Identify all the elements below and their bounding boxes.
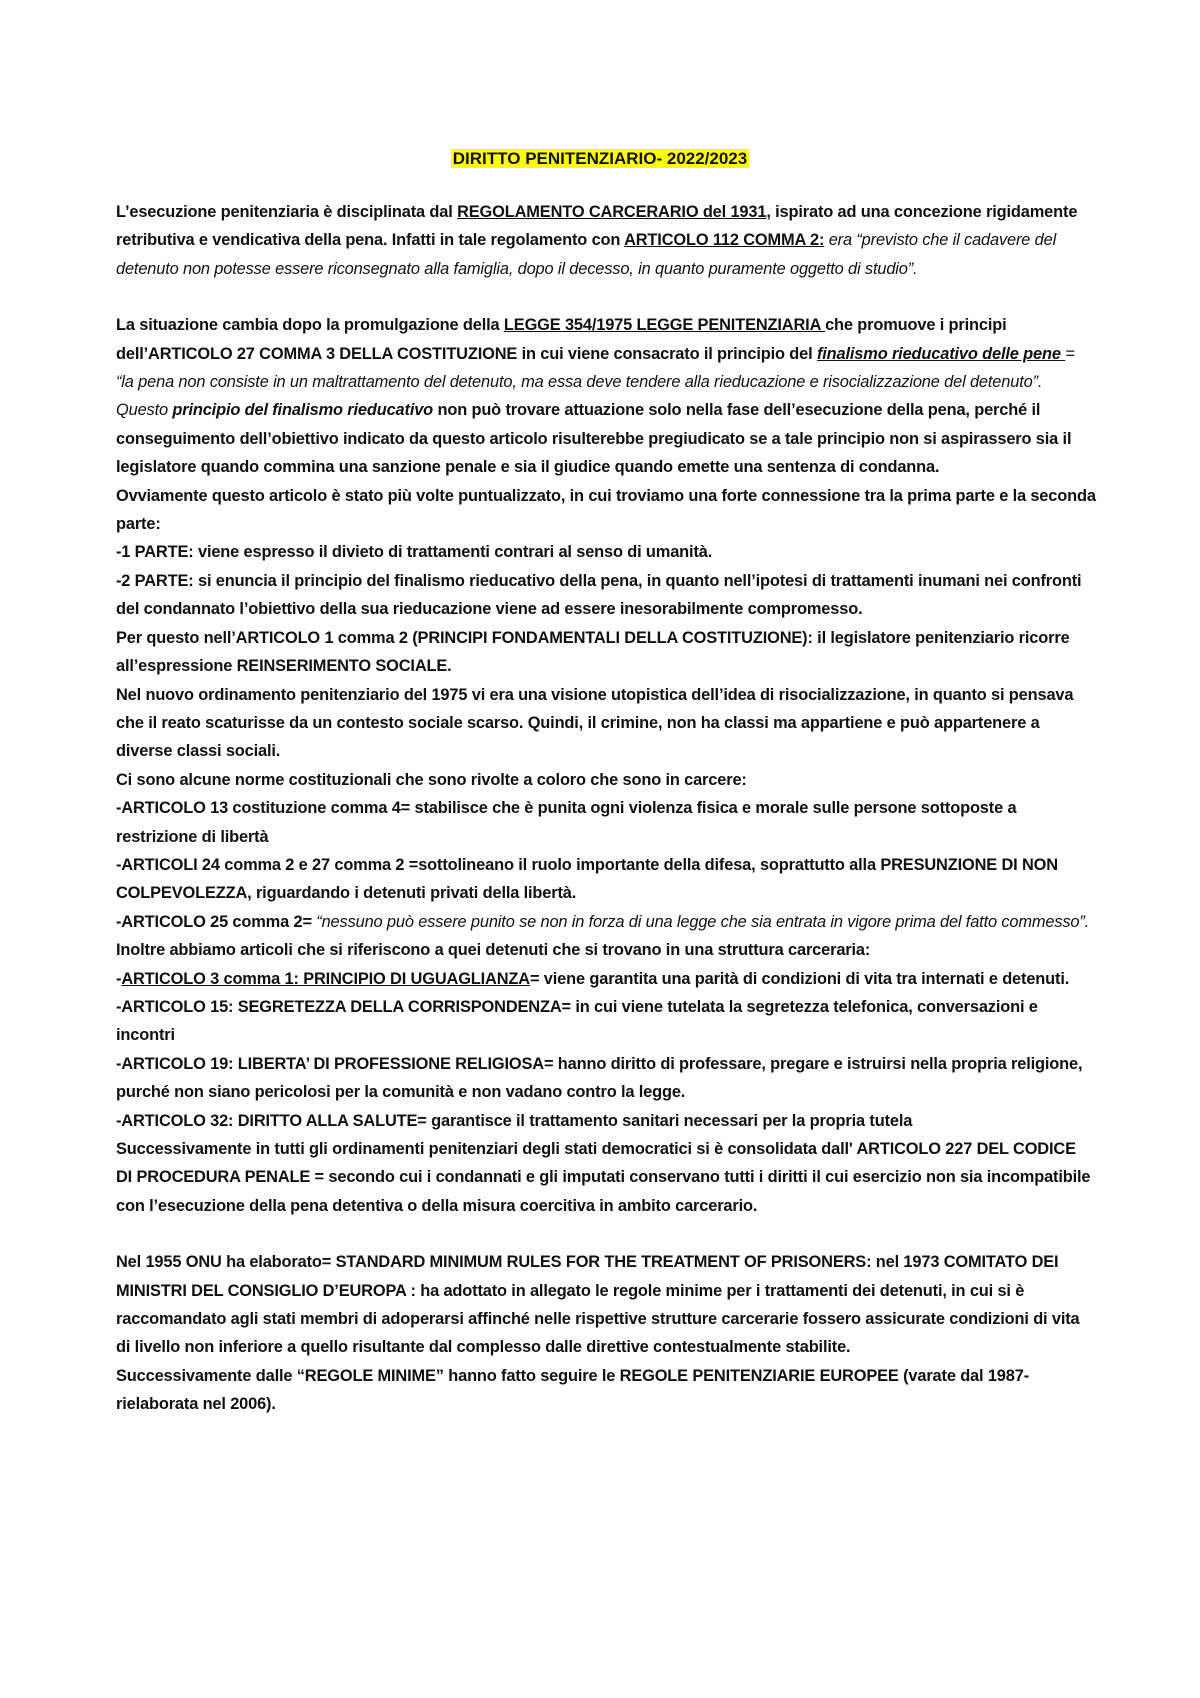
paragraph: -ARTICOLI 24 comma 2 e 27 comma 2 =sottolineano il ruolo importante della difesa, soprattutto alla PRESUNZIONE DI NON COLPEVOLEZZA, riguardando i detenuti privati della libertà.	[116, 855, 1058, 903]
paragraph: Ci sono alcune norme costituzionali che sono rivolte a coloro che sono in carcere:	[116, 770, 747, 789]
paragraph: Nel 1955 ONU ha elaborato= STANDARD MINIMUM RULES FOR THE TREATMENT OF PRISONERS: nel 1973 COMITATO DEI MINISTRI DEL CONSIGLIO D’EUROPA : ha adottato in allegato le regole minime per i trattamenti dei detenuti, in cui si è raccomandato agli stati membri di adoperarsi affinché nelle rispettive strutture carcerarie fossero assicurate condizioni di vita di livello non inferiore a quello risultante dal complesso dalle direttive contestualmente stabilite.	[116, 1253, 1080, 1357]
paragraph-principio	[116, 396, 1096, 481]
paragraph: -2 PARTE: si enuncia il principio del finalismo rieducativo della pena, in quanto nell’ipotesi di trattamenti inumani nei confronti del condannato l’obiettivo della sua rieducazione viene ad essere inesorabilmente compromesso.	[116, 571, 1082, 619]
text-run: “nessuno può essere punito se non in forza di una legge che sia entrata in vigore prima del fatto commesso”.	[316, 912, 1090, 931]
text-run: ARTICOLO 112 COMMA 2:	[624, 231, 825, 250]
text-run: REGOLAMENTO CARCERARIO del 1931	[457, 203, 767, 221]
text-run: , ispirato ad una concezione rigidamente retributiva e vendicativa della pena. Infatti in tale regolamento con	[116, 203, 1078, 250]
spacer	[116, 283, 1096, 311]
document-title	[0, 148, 1200, 170]
text-run: -	[116, 969, 122, 988]
paragraph: -ARTICOLO 15: SEGRETEZZA DELLA CORRISPONDENZA= in cui viene tutelata la segretezza telefonica, conversazioni e incontri	[116, 997, 1038, 1045]
spacer	[116, 1220, 1096, 1248]
text-run: principio del finalismo rieducativo	[172, 401, 434, 420]
paragraph-articolo-25	[116, 908, 1096, 936]
text-run: -ARTICOLO 25 comma 2=	[116, 912, 317, 931]
text-run: La situazione cambia dopo la promulgazione della	[116, 316, 504, 335]
paragraph-articolo-3	[116, 965, 1096, 993]
paragraph: -ARTICOLO 19: LIBERTA’ DI PROFESSIONE RELIGIOSA= hanno diritto di professare, pregare e istruirsi nella propria religione, purché non siano pericolosi per la comunità e non vadano contro la legge.	[116, 1054, 1083, 1102]
text-run: = viene garantita una parità di condizioni di vita tra internati e detenuti.	[529, 969, 1070, 988]
text-run: Questo	[116, 401, 173, 420]
paragraph: Successivamente dalle “REGOLE MINIME” hanno fatto seguire le REGOLE PENITENZIARIE EUROPEE (varate dal 1987-rielaborata nel 2006).	[116, 1366, 1029, 1414]
paragraph: -ARTICOLO 13 costituzione comma 4= stabilisce che è punita ogni violenza fisica e morale sulle persone sottoposte a restrizione di libertà	[116, 799, 1017, 846]
text-run: ARTICOLO 3 comma 1: PRINCIPIO DI UGUAGLIANZA	[121, 969, 530, 988]
paragraph-regolamento	[116, 198, 1096, 283]
paragraph: -1 PARTE: viene espresso il divieto di trattamenti contrari al senso di umanità.	[116, 543, 713, 562]
title-text: DIRITTO PENITENZIARIO- 2022/2023	[452, 149, 748, 168]
paragraph: Per questo nell’ARTICOLO 1 comma 2 (PRINCIPI FONDAMENTALI DELLA COSTITUZIONE): il legislatore penitenziario ricorre all’espressione REINSERIMENTO SOCIALE.	[116, 628, 1070, 676]
paragraph: Ovviamente questo articolo è stato più volte puntualizzato, in cui troviamo una forte connessione tra la prima parte e la seconda parte:	[116, 486, 1096, 534]
text-run: non può trovare attuazione solo nella fase dell’esecuzione della pena, perché il conseguimento dell’obiettivo indicato da questo articolo risulterebbe pregiudicato se a tale principio non si aspirassero sia il legislatore quando commina una sanzione penale e sia il giudice quando emette una sentenza di condanna.	[116, 401, 1072, 477]
paragraph-legge-354	[116, 311, 1096, 396]
paragraph: Nel nuovo ordinamento penitenziario del 1975 vi era una visione utopistica dell’idea di risocializzazione, in quanto si pensava che il reato scaturisse da un contesto sociale scarso. Quindi, il crimine, non ha classi ma appartiene e può appartenere a diverse classi sociali.	[116, 685, 1074, 761]
paragraph: -ARTICOLO 32: DIRITTO ALLA SALUTE= garantisce il trattamento sanitari necessari per la propria tutela	[116, 1111, 913, 1130]
document-body	[116, 198, 1096, 1419]
paragraph: Inoltre abbiamo articoli che si riferiscono a quei detenuti che si trovano in una struttura carceraria:	[116, 941, 871, 960]
text-run: era “previsto che il cadavere del detenuto non potesse essere riconsegnato alla famiglia, dopo il decesso, in quanto puramente oggetto di studio”.	[116, 231, 1057, 278]
text-run: = “la pena non consiste in un maltrattamento del detenuto, ma essa deve tendere alla rieducazione e risocializzazione del detenuto”.	[116, 344, 1075, 392]
text-run: che promuove i principi dell’ARTICOLO 27 COMMA 3 DELLA COSTITUZIONE in cui viene consacrato il principio del	[116, 316, 1007, 363]
text-run: L’esecuzione penitenziaria è disciplinata dal	[116, 203, 458, 221]
paragraph: Successivamente in tutti gli ordinamenti penitenziari degli stati democratici si è consolidata dall' ARTICOLO 227 DEL CODICE DI PROCEDURA PENALE = secondo cui i condannati e gli imputati conservano tutti i diritti il cui esercizio non sia incompatibile con l’esecuzione della pena detentiva o della misura coercitiva in ambito carcerario.	[116, 1140, 1091, 1215]
text-run: LEGGE 354/1975 LEGGE PENITENZIARIA	[503, 316, 826, 335]
text-run: finalismo rieducativo delle pene	[816, 344, 1066, 363]
